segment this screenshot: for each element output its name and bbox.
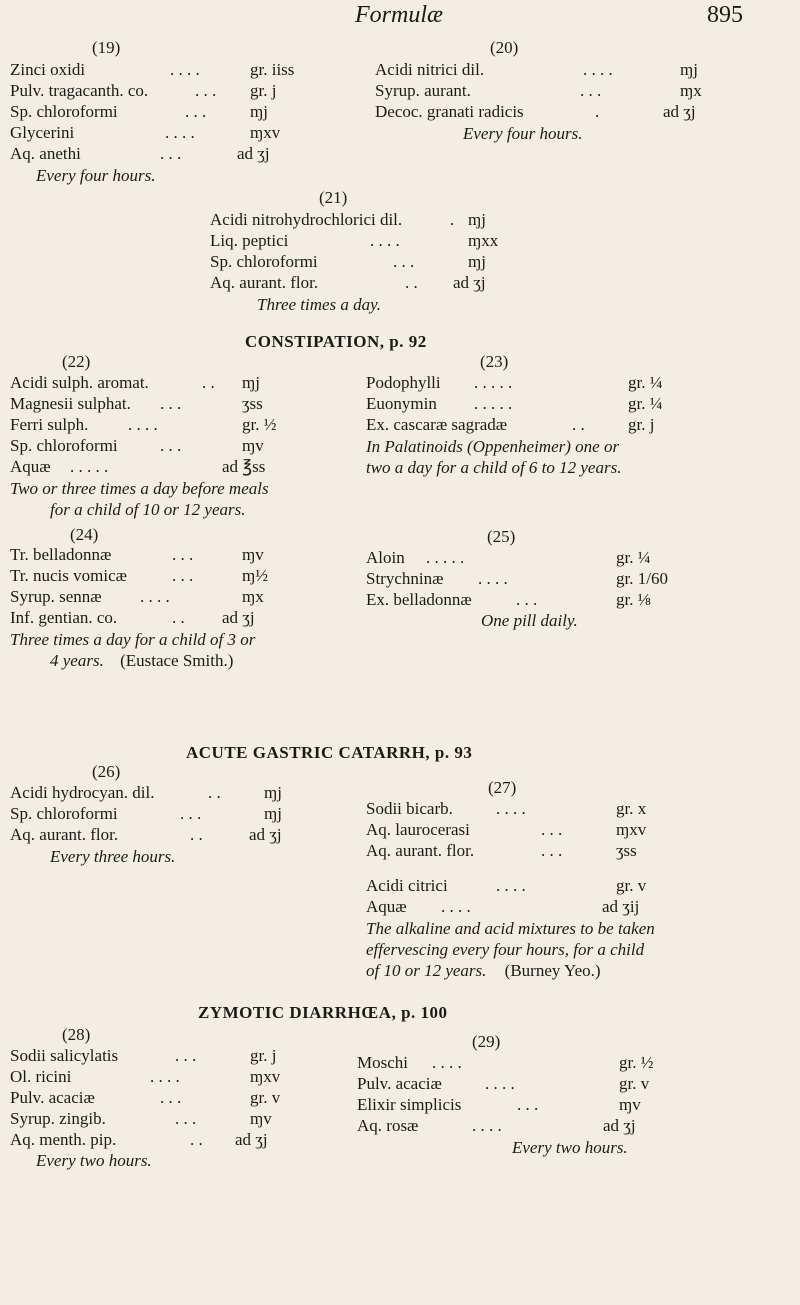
formula-28-number: (28) <box>62 1025 91 1044</box>
ingredient-name: Acidi nitrici dil. <box>375 60 485 79</box>
leader-dots: . . . <box>393 252 415 271</box>
leader-dots: . . <box>208 783 221 802</box>
formula-23-directions-line1: In Palatinoids (Oppenheimer) one or <box>366 437 620 456</box>
leader-dots: . . . <box>160 1088 182 1107</box>
leader-dots: . . . <box>541 820 563 839</box>
ingredient-name: Syrup. zingib. <box>10 1109 106 1128</box>
ingredient-name: Liq. peptici <box>210 231 289 250</box>
ingredient-name: Acidi nitrohydrochlorici dil. <box>210 210 403 229</box>
leader-dots: . . . <box>175 1046 197 1065</box>
formula-24-number: (24) <box>70 525 99 544</box>
ingredient-name: Sp. chloroformi <box>10 102 118 121</box>
ingredient-quantity: ɱj <box>264 804 282 823</box>
leader-dots: . . . . <box>165 123 195 142</box>
ingredient-quantity: gr. j <box>628 415 655 434</box>
ingredient-quantity: gr. iiss <box>250 60 295 79</box>
formula-24-directions-years: 4 years. <box>50 651 104 670</box>
leader-dots: . . <box>405 273 418 292</box>
ingredient-quantity: ad ℥ss <box>222 457 266 476</box>
formula-27-directions-line2: effervescing every four hours, for a child <box>366 940 645 959</box>
ingredient-name: Tr. belladonnæ <box>10 545 112 564</box>
ingredient-quantity: gr. ½ <box>242 415 277 434</box>
ingredient-quantity: ad ʒj <box>235 1130 268 1149</box>
ingredient-name: Sodii salicylatis <box>10 1046 119 1065</box>
ingredient-quantity: ad ʒj <box>663 102 696 121</box>
ingredient-quantity: ɱv <box>242 436 264 455</box>
ingredient-name: Inf. gentian. co. <box>10 608 118 627</box>
leader-dots: . . . <box>172 566 194 585</box>
ingredient-quantity: ɱv <box>619 1095 641 1114</box>
leader-dots: . . . <box>175 1109 197 1128</box>
ingredient-quantity: gr. ⅛ <box>616 590 651 609</box>
ingredient-quantity: ɱj <box>468 210 486 229</box>
ingredient-name: Aloin <box>366 548 405 567</box>
formula-27-directions-line3 <box>366 961 601 981</box>
ingredient-quantity: gr. v <box>619 1074 650 1093</box>
ingredient-quantity: gr. ¼ <box>616 548 651 567</box>
leader-dots: . . . . <box>150 1067 180 1086</box>
ingredient-name: Sodii bicarb. <box>366 799 453 818</box>
leader-dots: . . . <box>195 81 217 100</box>
formula-19-directions: Every four hours. <box>36 166 156 185</box>
ingredient-name: Aq. aurant. flor. <box>210 273 319 292</box>
ingredient-name: Acidi citrici <box>366 876 448 895</box>
ingredient-name: Aquæ <box>366 897 407 916</box>
formula-25-directions: One pill daily. <box>481 611 578 630</box>
formula-22-directions-line1: Two or three times a day before meals <box>10 479 269 498</box>
leader-dots: . . . <box>185 102 207 121</box>
ingredient-quantity: ɱj <box>680 60 698 79</box>
formula-24-attribution: (Eustace Smith.) <box>120 651 234 670</box>
leader-dots: . . <box>172 608 185 627</box>
section-heading-constipation: CONSTIPATION, p. 92 <box>245 332 427 351</box>
leader-dots: . . . <box>541 841 563 860</box>
ingredient-name: Ex. cascaræ sagradæ <box>366 415 508 434</box>
formula-24-directions-line1: Three times a day for a child of 3 or <box>10 630 256 649</box>
formula-25-number: (25) <box>487 527 516 546</box>
ingredient-name: Elixir simplicis <box>357 1095 462 1114</box>
ingredient-quantity: ad ʒj <box>237 144 270 163</box>
leader-dots: . . . <box>517 1095 539 1114</box>
ingredient-name: Sp. chloroformi <box>10 436 118 455</box>
leader-dots: . . . <box>172 545 194 564</box>
ingredient-name: Moschi <box>357 1053 408 1072</box>
ingredient-name: Glycerini <box>10 123 75 142</box>
leader-dots: . . . <box>160 436 182 455</box>
leader-dots: . . . . . <box>474 373 513 392</box>
ingredient-quantity: gr. ¼ <box>628 373 663 392</box>
formula-27-number: (27) <box>488 778 517 797</box>
formula-22-number: (22) <box>62 352 91 371</box>
formula-21-number: (21) <box>319 188 348 207</box>
formula-22-directions-line2: for a child of 10 or 12 years. <box>50 500 246 519</box>
ingredient-name: Syrup. sennæ <box>10 587 102 606</box>
page-number: 895 <box>707 2 743 28</box>
ingredient-name: Aq. aurant. flor. <box>366 841 475 860</box>
leader-dots: . . . <box>580 81 602 100</box>
ingredient-quantity: ad ʒj <box>603 1116 636 1135</box>
ingredient-name: Aq. rosæ <box>357 1116 419 1135</box>
formula-26-number: (26) <box>92 762 121 781</box>
ingredient-name: Aq. aurant. flor. <box>10 825 119 844</box>
ingredient-name: Zinci oxidi <box>10 60 86 79</box>
ingredient-quantity: gr. j <box>250 1046 277 1065</box>
ingredient-name: Pulv. tragacanth. co. <box>10 81 149 100</box>
ingredient-name: Ferri sulph. <box>10 415 89 434</box>
ingredient-name: Aquæ <box>10 457 51 476</box>
ingredient-quantity: ɱv <box>250 1109 272 1128</box>
leader-dots: . . . . <box>472 1116 502 1135</box>
ingredient-name: Sp. chloroformi <box>10 804 118 823</box>
ingredient-name: Syrup. aurant. <box>375 81 471 100</box>
ingredient-quantity: ɱx <box>242 587 264 606</box>
leader-dots: . . . . <box>370 231 400 250</box>
leader-dots: . . . <box>516 590 538 609</box>
ingredient-quantity: gr. ½ <box>619 1053 654 1072</box>
ingredient-quantity: ad ʒj <box>222 608 255 627</box>
leader-dots: . <box>595 102 600 121</box>
ingredient-quantity: gr. ¼ <box>628 394 663 413</box>
ingredient-quantity: gr. j <box>250 81 277 100</box>
leader-dots: . . . . <box>140 587 170 606</box>
leader-dots: . . <box>202 373 215 392</box>
ingredient-quantity: ad ʒj <box>249 825 282 844</box>
formula-29-directions: Every two hours. <box>512 1138 628 1157</box>
formula-24-directions-line2 <box>50 651 233 671</box>
ingredient-name: Ex. belladonnæ <box>366 590 472 609</box>
ingredient-name: Acidi hydrocyan. dil. <box>10 783 155 802</box>
ingredient-name: Pulv. acaciæ <box>10 1088 95 1107</box>
ingredient-name: Acidi sulph. aromat. <box>10 373 149 392</box>
ingredient-name: Euonymin <box>366 394 437 413</box>
formula-19-number: (19) <box>92 38 121 57</box>
leader-dots: . . <box>572 415 585 434</box>
ingredient-name: Ol. ricini <box>10 1067 72 1086</box>
formula-29-number: (29) <box>472 1032 501 1051</box>
formula-27-directions-line1: The alkaline and acid mixtures to be taken <box>366 919 655 938</box>
ingredient-quantity: ɱj <box>250 102 268 121</box>
formula-20-number: (20) <box>490 38 519 57</box>
ingredient-quantity: ɱxv <box>616 820 647 839</box>
ingredient-quantity: ɱj <box>468 252 486 271</box>
ingredient-quantity: ɱxx <box>468 231 499 250</box>
leader-dots: . . . . <box>583 60 613 79</box>
ingredient-name: Podophylli <box>366 373 441 392</box>
formula-27-attribution: (Burney Yeo.) <box>504 961 601 980</box>
formula-20-directions: Every four hours. <box>463 124 583 143</box>
leader-dots: . . . . . <box>70 457 109 476</box>
leader-dots: . . . . <box>170 60 200 79</box>
ingredient-quantity: ɱv <box>242 545 264 564</box>
leader-dots: . . . . . <box>426 548 465 567</box>
leader-dots: . . <box>190 1130 203 1149</box>
ingredient-name: Magnesii sulphat. <box>10 394 131 413</box>
formula-21-directions: Three times a day. <box>257 295 382 314</box>
ingredient-quantity: ad ʒj <box>453 273 486 292</box>
section-heading-acute-gastric-catarrh: ACUTE GASTRIC CATARRH, p. 93 <box>186 743 473 762</box>
ingredient-quantity: gr. x <box>616 799 647 818</box>
leader-dots: . <box>450 210 455 229</box>
ingredient-name: Aq. laurocerasi <box>366 820 470 839</box>
ingredient-quantity: ɱx <box>680 81 702 100</box>
ingredient-name: Pulv. acaciæ <box>357 1074 442 1093</box>
ingredient-quantity: ʒss <box>616 841 637 860</box>
formula-23-directions-line2: two a day for a child of 6 to 12 years. <box>366 458 622 477</box>
leader-dots: . . . . <box>478 569 508 588</box>
ingredient-name: Tr. nucis vomicæ <box>10 566 127 585</box>
ingredient-quantity: ɱ½ <box>242 566 268 585</box>
formula-27-directions-age: of 10 or 12 years. <box>366 961 487 980</box>
formula-23-number: (23) <box>480 352 509 371</box>
leader-dots: . . . <box>160 394 182 413</box>
ingredient-quantity: ɱxv <box>250 123 281 142</box>
ingredient-name: Aq. anethi <box>10 144 81 163</box>
leader-dots: . . <box>190 825 203 844</box>
ingredient-name: Decoc. granati radicis <box>375 102 524 121</box>
ingredient-name: Strychninæ <box>366 569 444 588</box>
ingredient-quantity: ɱxv <box>250 1067 281 1086</box>
formula-26-directions: Every three hours. <box>50 847 176 866</box>
ingredient-quantity: gr. v <box>250 1088 281 1107</box>
leader-dots: . . . . . <box>474 394 513 413</box>
ingredient-quantity: ad ʒij <box>602 897 640 916</box>
ingredient-name: Sp. chloroformi <box>210 252 318 271</box>
ingredient-quantity: gr. 1/60 <box>616 569 668 588</box>
leader-dots: . . . <box>180 804 202 823</box>
leader-dots: . . . . <box>441 897 471 916</box>
running-title: Formulæ <box>355 2 444 28</box>
leader-dots: . . . . <box>432 1053 462 1072</box>
leader-dots: . . . . <box>496 799 526 818</box>
leader-dots: . . . . <box>485 1074 515 1093</box>
formula-28-directions: Every two hours. <box>36 1151 152 1170</box>
ingredient-name: Aq. menth. pip. <box>10 1130 117 1149</box>
section-heading-zymotic-diarrhoea: ZYMOTIC DIARRHŒA, p. 100 <box>198 1003 448 1022</box>
ingredient-quantity: gr. v <box>616 876 647 895</box>
ingredient-quantity: ɱj <box>264 783 282 802</box>
leader-dots: . . . . <box>496 876 526 895</box>
leader-dots: . . . <box>160 144 182 163</box>
ingredient-quantity: ʒss <box>242 394 263 413</box>
leader-dots: . . . . <box>128 415 158 434</box>
ingredient-quantity: ɱj <box>242 373 260 392</box>
